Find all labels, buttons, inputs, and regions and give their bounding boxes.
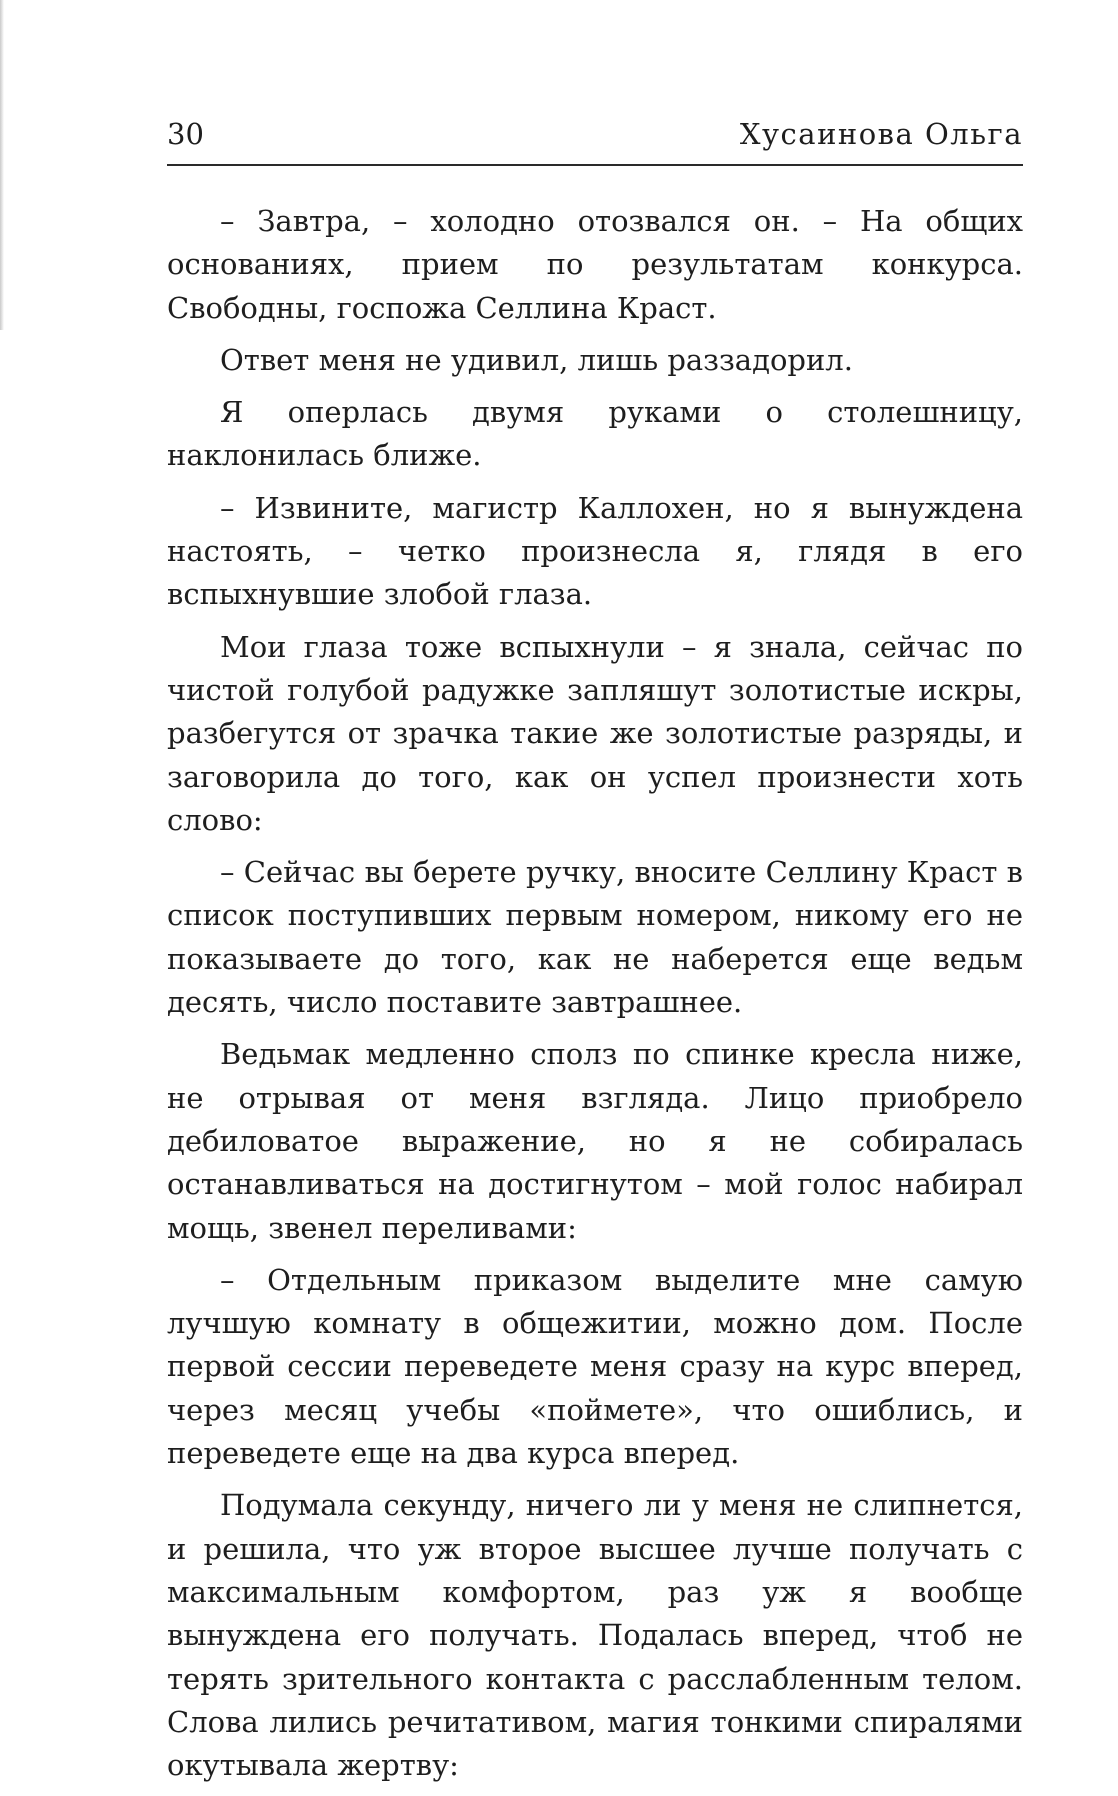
- paragraph: Я оперлась двумя руками о столешницу, наклонилась ближе.: [167, 395, 1023, 473]
- page-number: 30: [167, 117, 204, 151]
- paragraph: Мои глаза тоже вспыхнули – я знала, сейчас по чистой голубой радужке запляшут золотистые искры, разбегутся от зрачка такие же золотистые разряды, и заговорила до того, как он успел произнести хоть слово:: [167, 629, 1023, 837]
- paragraph: – Извините, магистр Каллохен, но я вынуждена настоять, – четко произнесла я, глядя в его вспыхнувшие злобой глаза.: [167, 490, 1023, 612]
- paragraph: – Сейчас вы берете ручку, вносите Селлину Краст в список поступивших первым номером, никому его не показываете до того, как не наберется еще ведьм десять, число поставите завтрашнее.: [167, 855, 1023, 1020]
- running-header: [167, 110, 1023, 166]
- paragraph: Ведьмак медленно сполз по спинке кресла ниже, не отрывая от меня взгляда. Лицо приобрело дебиловатое выражение, но я не собиралась останавливаться на достигнутом – мой голос набирал мощь, звенел переливами:: [167, 1037, 1023, 1245]
- page-edge-shadow: [0, 0, 4, 330]
- running-head-author: Хусаинова Ольга: [739, 117, 1023, 151]
- paragraph: – Отдельным приказом выделите мне самую лучшую комнату в общежитии, можно дом. После первой сессии переведете меня сразу на курс вперед, через месяц учебы «поймете», что ошиблись, и переведете еще на два курса вперед.: [167, 1262, 1023, 1471]
- paragraph: – Завтра, – холодно отозвался он. – На общих основаниях, прием по результатам конкурса. Свободны, госпожа Селлина Краст.: [167, 204, 1023, 325]
- paragraph: Подумала секунду, ничего ли у меня не слипнется, и решила, что уж второе высшее лучше получать с максимальным комфортом, раз уж я вообще вынуждена его получать. Подалась вперед, чтоб не терять зрительного контакта с расслабленным телом. Слова лились речитативом, магия тонкими спиралями окутывала жертву:: [167, 1488, 1023, 1783]
- text-body: [167, 200, 1023, 1796]
- paragraph: Ответ меня не удивил, лишь раззадорил.: [220, 342, 853, 377]
